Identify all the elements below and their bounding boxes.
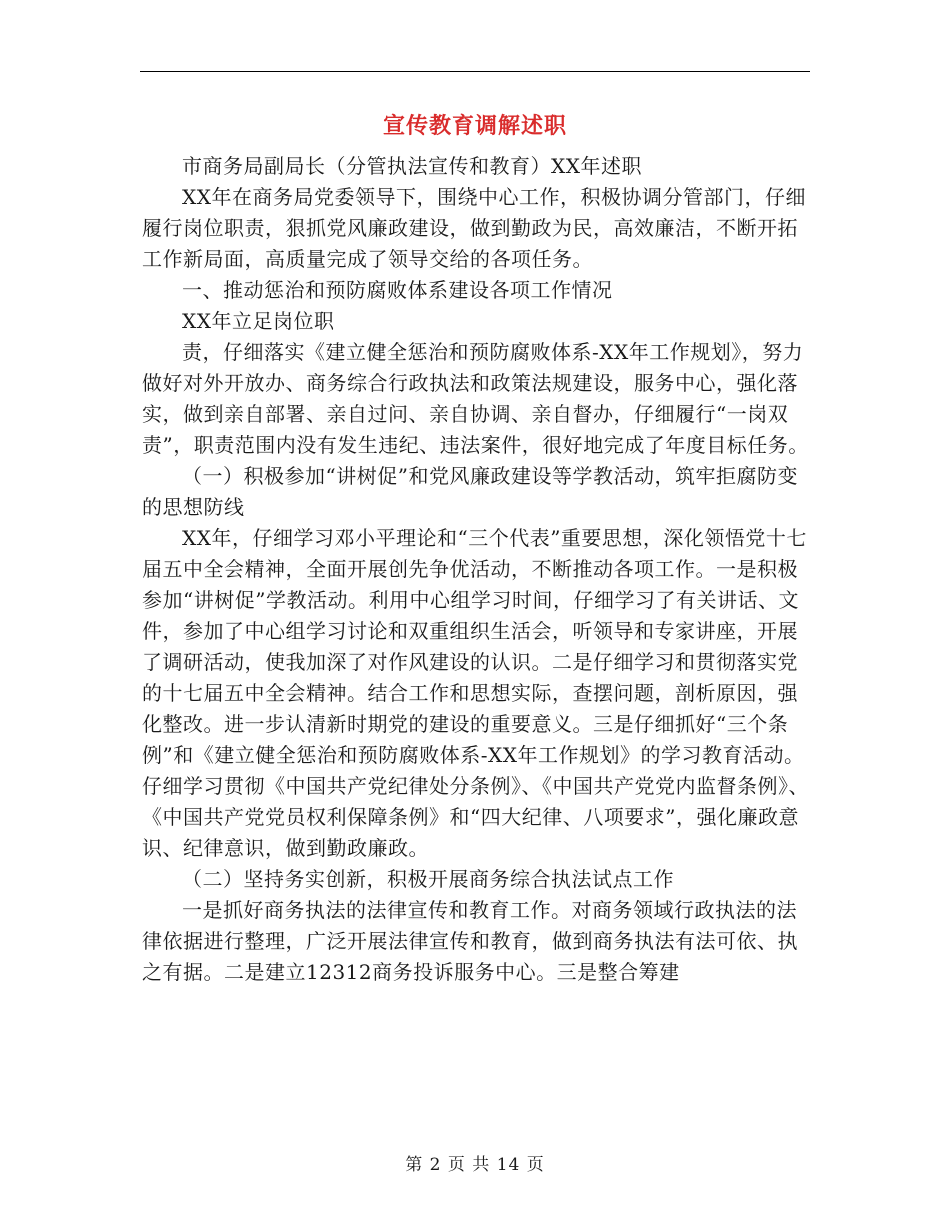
page-number-footer: 第 2 页 共 14 页 <box>405 1155 545 1175</box>
paragraph-study: XX年，仔细学习邓小平理论和“三个代表”重要思想，深化领悟党十七届五中全会精神，全面开展创先争优活动，不断推动各项工作。一是积极参加“讲树促”学教活动。利用中心组学习时间，仔细学习了有关讲话、文件，参加了中心组学习讨论和双重组织生活会，听领导和专家讲座，开展了调研活动，使我加深了对作风建设的认识。二是仔细学习和贯彻落实党的十七届五中全会精神。结合工作和思想实际，查摆问题，剖析原因，强化整改。进一步认清新时期党的建设的重要意义。三是仔细抓好“三个条例”和《建立健全惩治和预防腐败体系-XX年工作规划》的学习教育活动。仔细学习贯彻《中国共产党纪律处分条例》、《中国共产党党内监督条例》、《中国共产党党员权利保障条例》和“四大纪律、八项要求”，强化廉政意识、纪律意识，做到勤政廉政。 <box>142 526 809 860</box>
document-body <box>142 151 812 988</box>
subsection-heading-1: （一）积极参加“讲树促”和党风廉政建设等学教活动，筑牢拒腐防变的思想防线 <box>142 464 798 519</box>
section-heading-1: 一、推动惩治和预防腐败体系建设各项工作情况 <box>182 278 613 302</box>
paragraph-fragment: XX年立足岗位职 <box>182 309 335 333</box>
document-title: 宣传教育调解述职 <box>382 113 567 139</box>
paragraph-intro: XX年在商务局党委领导下，围绕中心工作，积极协调分管部门，仔细履行岗位职责，狠抓党风廉政建设，做到勤政为民，高效廉洁，不断开拓工作新局面，高质量完成了领导交给的各项任务。 <box>142 185 806 271</box>
subsection-heading-2: （二）坚持务实创新，积极开展商务综合执法试点工作 <box>182 867 674 891</box>
header-rule <box>140 71 810 72</box>
paragraph-enforcement: 一是抓好商务执法的法律宣传和教育工作。对商务领域行政执法的法律依据进行整理，广泛开展法律宣传和教育，做到商务执法有法可依、执之有据。二是建立12312商务投诉服务中心。三是整合筹建 <box>142 898 798 984</box>
paragraph-duties: 责，仔细落实《建立健全惩治和预防腐败体系-XX年工作规划》，努力做好对外开放办、商务综合行政执法和政策法规建设，服务中心，强化落实，做到亲自部署、亲自过问、亲自协调、亲自督办，仔细履行“一岗双责”，职责范围内没有发生违纪、违法案件，很好地完成了年度目标任务。 <box>142 340 809 457</box>
paragraph-subtitle: 市商务局副局长（分管执法宣传和教育）XX年述职 <box>182 154 642 178</box>
